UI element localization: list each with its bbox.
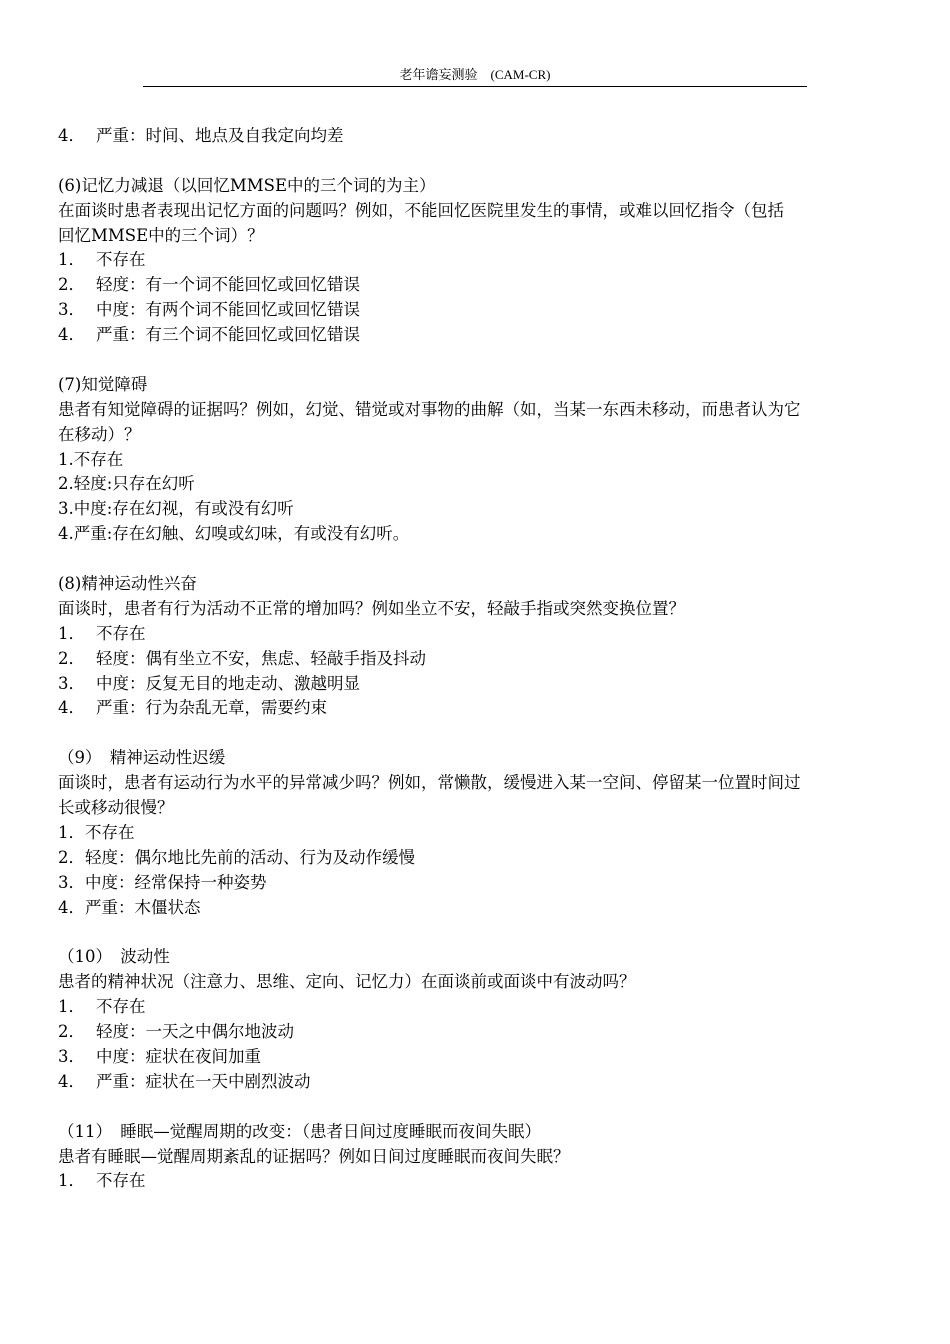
option-text: 轻度：一天之中偶尔地波动 bbox=[96, 1022, 294, 1042]
option-item bbox=[58, 871, 894, 896]
option-number: 3． bbox=[58, 300, 85, 320]
option-text: 2.轻度:只存在幻听 bbox=[58, 474, 195, 494]
option-text: 严重：症状在一天中剧烈波动 bbox=[96, 1071, 311, 1091]
option-text: 不存在 bbox=[96, 250, 146, 270]
option-number: 3． bbox=[58, 1046, 85, 1066]
question-line: 回忆MMSE中的三个词）？ bbox=[58, 225, 264, 245]
section-gap bbox=[58, 547, 894, 572]
option-number: 4． bbox=[58, 1071, 85, 1091]
option-text: 2．轻度：偶尔地比先前的活动、行为及动作缓慢 bbox=[58, 847, 415, 867]
section-title: （9） 精神运动性迟缓 bbox=[58, 748, 226, 768]
option-item bbox=[58, 647, 894, 672]
section-title: （11） 睡眠—觉醒周期的改变：（患者日间过度睡眠而夜间失眠） bbox=[58, 1121, 541, 1141]
question-line: 在移动）？ bbox=[58, 424, 141, 444]
option-text: 不存在 bbox=[96, 1171, 146, 1191]
section-gap bbox=[58, 149, 894, 174]
option-number: 1． bbox=[58, 997, 85, 1017]
option-text: 4.严重:存在幻触、幻嗅或幻味，有或没有幻听。 bbox=[58, 524, 410, 544]
option-number: 3． bbox=[58, 673, 85, 693]
option-text: 中度：症状在夜间加重 bbox=[96, 1046, 261, 1066]
option-item bbox=[58, 248, 894, 273]
option-item bbox=[58, 298, 894, 323]
option-number: 1． bbox=[58, 250, 85, 270]
option-number: 1． bbox=[58, 1171, 85, 1191]
section-title: (7)知觉障碍 bbox=[58, 374, 148, 394]
section-gap bbox=[58, 921, 894, 946]
option-number: 2． bbox=[58, 275, 85, 295]
option-item bbox=[58, 821, 894, 846]
option-text: 中度：反复无目的地走动、激越明显 bbox=[96, 673, 360, 693]
question-line: 面谈时，患者有行为活动不正常的增加吗？例如坐立不安，轻敲手指或突然变换位置？ bbox=[58, 598, 685, 618]
option-item bbox=[58, 846, 894, 871]
option-text: 中度：有两个词不能回忆或回忆错误 bbox=[96, 300, 360, 320]
section-gap bbox=[58, 1095, 894, 1120]
option-item bbox=[58, 696, 894, 721]
option-text: 严重：时间、地点及自我定向均差 bbox=[96, 126, 344, 145]
option-number: 2． bbox=[58, 1022, 85, 1042]
question-line: 患者有睡眠—觉醒周期紊乱的证据吗？例如日间过度睡眠而夜间失眠？ bbox=[58, 1146, 570, 1166]
section-title: （10） 波动性 bbox=[58, 947, 170, 967]
option-item bbox=[58, 1169, 894, 1194]
option-item bbox=[58, 896, 894, 921]
question-line: 患者的精神状况（注意力、思维、定向、记忆力）在面谈前或面谈中有波动吗？ bbox=[58, 972, 636, 992]
option-text: 轻度：偶有坐立不安，焦虑、轻敲手指及抖动 bbox=[96, 648, 426, 668]
question-line: 在面谈时患者表现出记忆方面的问题吗？例如，不能回忆医院里发生的事情，或难以回忆指令（包括 bbox=[58, 200, 784, 220]
option-item: 4． 严重：时间、地点及自我定向均差 bbox=[58, 126, 344, 145]
section-gap bbox=[58, 348, 894, 373]
question-line: 长或移动很慢？ bbox=[58, 798, 174, 818]
option-text: 不存在 bbox=[96, 623, 146, 643]
option-item bbox=[58, 497, 894, 522]
option-item bbox=[58, 273, 894, 298]
page-header: 老年谵妄测验 (CAM-CR) bbox=[143, 64, 807, 87]
section-title: (6)记忆力减退（以回忆MMSE中的三个词的为主） bbox=[58, 175, 436, 195]
option-number: 4． bbox=[58, 698, 85, 718]
question-line: 面谈时，患者有运动行为水平的异常减少吗？例如，常懒散，缓慢进入某一空间、停留某一位置时间过 bbox=[58, 773, 801, 793]
option-text: 4．严重：木僵状态 bbox=[58, 897, 201, 917]
document-body bbox=[58, 124, 894, 1194]
option-text: 3．中度：经常保持一种姿势 bbox=[58, 872, 267, 892]
option-item bbox=[58, 522, 894, 547]
option-number: 1． bbox=[58, 623, 85, 643]
option-item bbox=[58, 323, 894, 348]
option-text: 1．不存在 bbox=[58, 822, 135, 842]
option-text: 不存在 bbox=[96, 997, 146, 1017]
option-text: 严重：有三个词不能回忆或回忆错误 bbox=[96, 325, 360, 345]
section-title: (8)精神运动性兴奋 bbox=[58, 574, 197, 594]
option-item bbox=[58, 472, 894, 497]
option-item bbox=[58, 995, 894, 1020]
option-item bbox=[58, 672, 894, 697]
option-number: 2． bbox=[58, 648, 85, 668]
option-item bbox=[58, 1045, 894, 1070]
option-text: 3.中度:存在幻视，有或没有幻听 bbox=[58, 499, 294, 519]
option-text: 严重：行为杂乱无章，需要约束 bbox=[96, 698, 327, 718]
option-number: 4． bbox=[58, 325, 85, 345]
question-line: 患者有知觉障碍的证据吗？例如，幻觉、错觉或对事物的曲解（如，当某一东西未移动，而患者认为它 bbox=[58, 399, 801, 419]
section-gap bbox=[58, 721, 894, 746]
option-text: 轻度：有一个词不能回忆或回忆错误 bbox=[96, 275, 360, 295]
option-item bbox=[58, 622, 894, 647]
option-item bbox=[58, 1070, 894, 1095]
option-text: 1.不存在 bbox=[58, 449, 124, 469]
option-item bbox=[58, 1020, 894, 1045]
option-item bbox=[58, 448, 894, 473]
